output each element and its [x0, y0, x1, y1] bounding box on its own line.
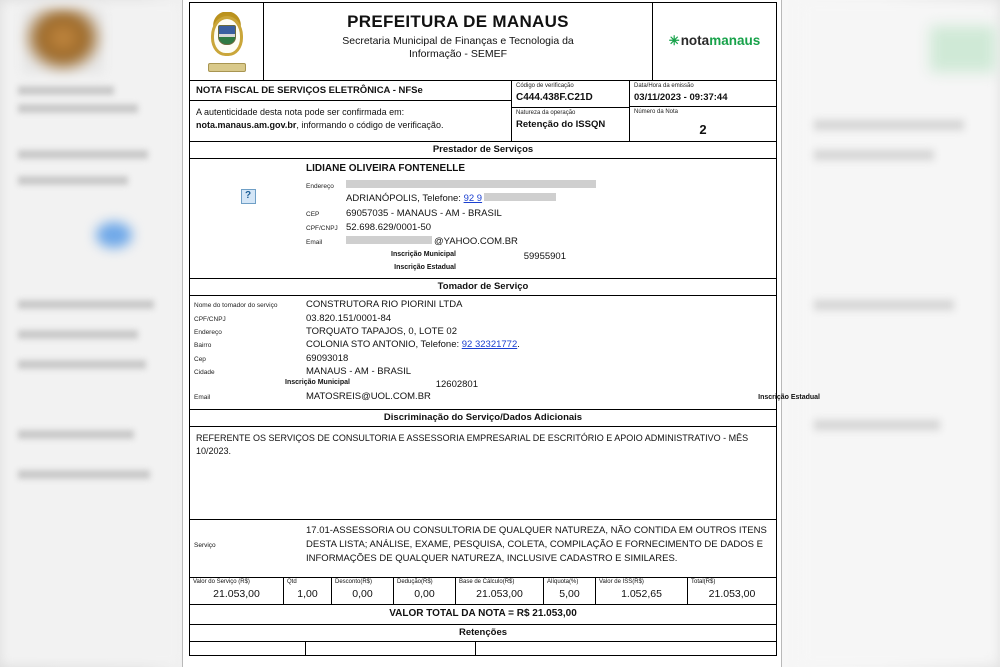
- data-emissao-label: Data/Hora da emissão: [634, 83, 694, 89]
- tomador-bairro-label: Bairro: [194, 342, 212, 350]
- tomador-bairro-row: [190, 339, 776, 351]
- background-left-line: [18, 330, 138, 339]
- valor-total-nota: VALOR TOTAL DA NOTA = R$ 21.053,00: [189, 605, 777, 625]
- prestador-band: Prestador de Serviços: [189, 142, 777, 159]
- prestador-icon-cell: [190, 163, 306, 272]
- prestador-email-redacted: [346, 236, 432, 244]
- data-emissao-value: 03/11/2023 - 09:37:44: [634, 91, 728, 103]
- prestador-inscricao-municipal-value: 59955901: [523, 250, 566, 262]
- numero-nota-label: Número da Nota: [634, 109, 679, 116]
- prestador-cep-label: CEP: [306, 210, 320, 218]
- prestador-telefone-redacted: [484, 193, 556, 201]
- tomador-inscricao-municipal-label: Inscrição Municipal: [285, 379, 350, 387]
- total-header: Total(R$): [691, 578, 716, 585]
- tomador-nome-value: CONSTRUTORA RIO PIORINI LTDA: [306, 299, 463, 311]
- notamanaus-logo: [652, 3, 776, 80]
- prestador-cpf-row: [306, 222, 768, 234]
- tomador-telefone[interactable]: 92 32321772: [461, 339, 518, 351]
- valores-table: [190, 577, 776, 605]
- background-left-logo: [22, 8, 104, 74]
- tomador-email-value: MATOSREIS@UOL.COM.BR: [306, 391, 431, 403]
- prestador-nome: LIDIANE OLIVEIRA FONTENELLE: [306, 163, 466, 174]
- deducao-header: Dedução(R$): [397, 578, 433, 585]
- background-right-line: [814, 150, 934, 160]
- base-calculo-header: Base de Cálculo(R$): [459, 578, 515, 585]
- tomador-bairro-text: COLONIA STO ANTONIO, Telefone:: [306, 339, 460, 351]
- natureza-operacao-cell: [512, 108, 629, 133]
- background-left-line: [18, 150, 148, 159]
- logo-nota-text: nota: [680, 33, 710, 49]
- retencoes-band: Retenções: [189, 625, 777, 642]
- authenticity-site: nota.manaus.am.gov.br: [196, 119, 297, 130]
- authenticity-post: , informando o código de verificação.: [296, 119, 444, 130]
- prestador-inscricao-estadual-row: [306, 264, 768, 273]
- base-calculo-cell: [456, 578, 544, 605]
- tomador-bairro-value: COLONIA STO ANTONIO, Telefone: 92 32321772.: [306, 339, 520, 351]
- prestador-inscricao-estadual-value: [456, 264, 566, 273]
- tomador-nome-row: [190, 299, 776, 311]
- prestador-endereco-row: [306, 180, 768, 191]
- tomador-inscricao-municipal-value: 12602801: [435, 379, 478, 391]
- retencoes-row: [189, 642, 777, 656]
- nfse-mid-cell: [512, 81, 630, 141]
- tomador-email-label: Email: [194, 394, 211, 402]
- servico-label: Serviço: [194, 541, 216, 549]
- prestador-telefone[interactable]: 92 9: [463, 193, 483, 205]
- valor-iss-cell: [596, 578, 688, 605]
- tomador-cep-row: [190, 353, 776, 365]
- tomador-endereco-row: [190, 326, 776, 338]
- deducao-value: 0,00: [414, 588, 435, 600]
- tomador-cidade-label: Cidade: [194, 369, 215, 376]
- valor-servico-header: Valor do Serviço (R$): [193, 578, 250, 585]
- discriminacao-text: REFERENTE OS SERVIÇOS DE CONSULTORIA E ASSESSORIA EMPRESARIAL DE ESCRITÓRIO E APOIO ADMINISTRATIVO - MÊS 10/2023.: [196, 432, 749, 456]
- help-icon[interactable]: ?: [241, 189, 256, 204]
- background-right-line: [814, 300, 954, 310]
- background-left-accent: [96, 222, 132, 248]
- prestador-cpf-value: 52.698.629/0001-50: [346, 221, 432, 233]
- discriminacao-section: [189, 427, 777, 606]
- valor-servico-cell: [190, 578, 284, 605]
- page-title: PREFEITURA DE MANAUS: [347, 12, 569, 31]
- prestador-endereco-label: Endereço: [306, 182, 334, 190]
- natureza-operacao-value: Retenção do ISSQN: [516, 118, 606, 130]
- prestador-inscricao-estadual-label: Inscrição Estadual: [394, 263, 456, 271]
- background-left-line: [18, 360, 146, 369]
- prestador-cep-value: 69057035 - MANAUS - AM - BRASIL: [346, 207, 502, 219]
- base-calculo-value: 21.053,00: [476, 588, 523, 600]
- prestador-inscricao-municipal-label: Inscrição Municipal: [391, 250, 456, 258]
- header-subtitle-2: Informação - SEMEF: [408, 48, 508, 61]
- desconto-header: Desconto(R$): [335, 578, 373, 585]
- tomador-section: [189, 296, 820, 410]
- tomador-inscricao-estadual-label: Inscrição Estadual: [758, 394, 820, 402]
- codigo-verificacao-value: C444.438F.C21D: [516, 91, 593, 103]
- prestador-cpf-label: CPF/CNPJ: [306, 224, 338, 232]
- background-right-line: [814, 420, 940, 430]
- prestador-inscricao-municipal-row: [306, 251, 768, 263]
- deducao-cell: [394, 578, 456, 605]
- aliquota-value: 5,00: [559, 588, 580, 600]
- header-subtitle-1: Secretaria Municipal de Finanças e Tecnologia da: [342, 35, 574, 48]
- nfse-authenticity-text: [190, 101, 511, 138]
- prestador-email-label: Email: [306, 239, 323, 247]
- asterisk-icon: ✳: [668, 33, 680, 49]
- desconto-cell: [332, 578, 394, 605]
- background-left-line: [18, 176, 128, 185]
- background-left-line: [18, 104, 138, 113]
- prestador-section: [189, 159, 777, 279]
- tomador-cidade-row: [190, 366, 776, 378]
- document-header: [189, 2, 777, 80]
- logo-manaus-text: manaus: [709, 33, 761, 49]
- tomador-cpf-row: [190, 313, 776, 325]
- numero-nota-value: 2: [699, 121, 707, 137]
- total-value: 21.053,00: [708, 588, 756, 600]
- data-emissao-cell: [630, 81, 776, 107]
- valor-servico-value: 21.053,00: [213, 588, 260, 600]
- nfse-title: NOTA FISCAL DE SERVIÇOS ELETRÔNICA - NFSe: [190, 81, 511, 101]
- crest-cell: [190, 3, 264, 80]
- aliquota-header: Alíquota(%): [547, 578, 579, 585]
- nfse-info-strip: [189, 80, 777, 142]
- valor-iss-header: Valor de ISS(R$): [599, 578, 644, 585]
- tomador-band: Tomador de Serviço: [189, 279, 777, 296]
- qtd-value: 1,00: [297, 588, 318, 600]
- background-right-line: [814, 120, 964, 130]
- tomador-endereco-value: TORQUATO TAPAJOS, 0, LOTE 02: [306, 325, 457, 337]
- tomador-email-row: [190, 391, 820, 403]
- tomador-cep-label: Cep: [194, 355, 206, 363]
- qtd-header: Qtd: [287, 578, 297, 585]
- numero-nota-cell: [630, 107, 776, 141]
- prestador-email-value: @YAHOO.COM.BR: [434, 236, 518, 248]
- background-right-panel: [800, 0, 1000, 667]
- tomador-inscricao-municipal-row: [190, 379, 776, 391]
- prestador-body: [306, 163, 776, 272]
- tomador-cpf-value: 03.820.151/0001-84: [306, 312, 392, 324]
- prestador-bairro-text: ADRIANÓPOLIS, Telefone:: [346, 193, 461, 205]
- discriminacao-band: Discriminação do Serviço/Dados Adicionais: [189, 410, 777, 427]
- tomador-cidade-value: MANAUS - AM - BRASIL: [306, 366, 412, 377]
- prestador-cep-row: [306, 208, 768, 220]
- servico-text: 17.01-ASSESSORIA OU CONSULTORIA DE QUALQUER NATUREZA, NÃO CONTIDA EM OUTROS ITENS DESTA LISTA; ANÁLISE, EXAME, PESQUISA, COLETA, COMPILAÇÃO E FORNECIMENTO DE DADOS E INFORMAÇÕES DE QUALQUER NATUREZA, INCLUSIVE CADASTRO E SIMILARES.: [306, 524, 767, 564]
- tomador-cpf-label: CPF/CNPJ: [194, 315, 226, 323]
- background-left-line: [18, 300, 154, 309]
- coat-of-arms-icon: [204, 12, 250, 72]
- nfse-document: [182, 0, 820, 667]
- tomador-nome-label: Nome do tomador do serviço: [194, 302, 278, 310]
- tomador-endereco-label: Endereço: [194, 328, 222, 336]
- natureza-operacao-label: Natureza da operação: [516, 110, 576, 116]
- aliquota-cell: [544, 578, 596, 605]
- prestador-bairro-row: [306, 193, 768, 205]
- valor-iss-value: 1.052,65: [621, 588, 662, 600]
- desconto-value: 0,00: [352, 588, 373, 600]
- total-cell: [688, 578, 776, 605]
- authenticity-pre: A autenticidade desta nota pode ser confirmada em:: [196, 106, 405, 117]
- background-left-line: [18, 430, 134, 439]
- tomador-cep-value: 69093018: [306, 352, 349, 364]
- prestador-email-row: [306, 236, 768, 248]
- background-right-accent: [930, 26, 996, 72]
- prestador-endereco-redacted: [346, 180, 596, 188]
- nfse-left-cell: [190, 81, 512, 141]
- header-title-block: [264, 3, 652, 80]
- servico-row: [190, 519, 776, 577]
- nfse-right-cell: [630, 81, 776, 141]
- codigo-verificacao-label: Código de verificação: [516, 83, 574, 89]
- background-left-line: [18, 86, 114, 95]
- qtd-cell: [284, 578, 332, 605]
- background-left-line: [18, 470, 150, 479]
- codigo-verificacao-cell: [512, 81, 629, 108]
